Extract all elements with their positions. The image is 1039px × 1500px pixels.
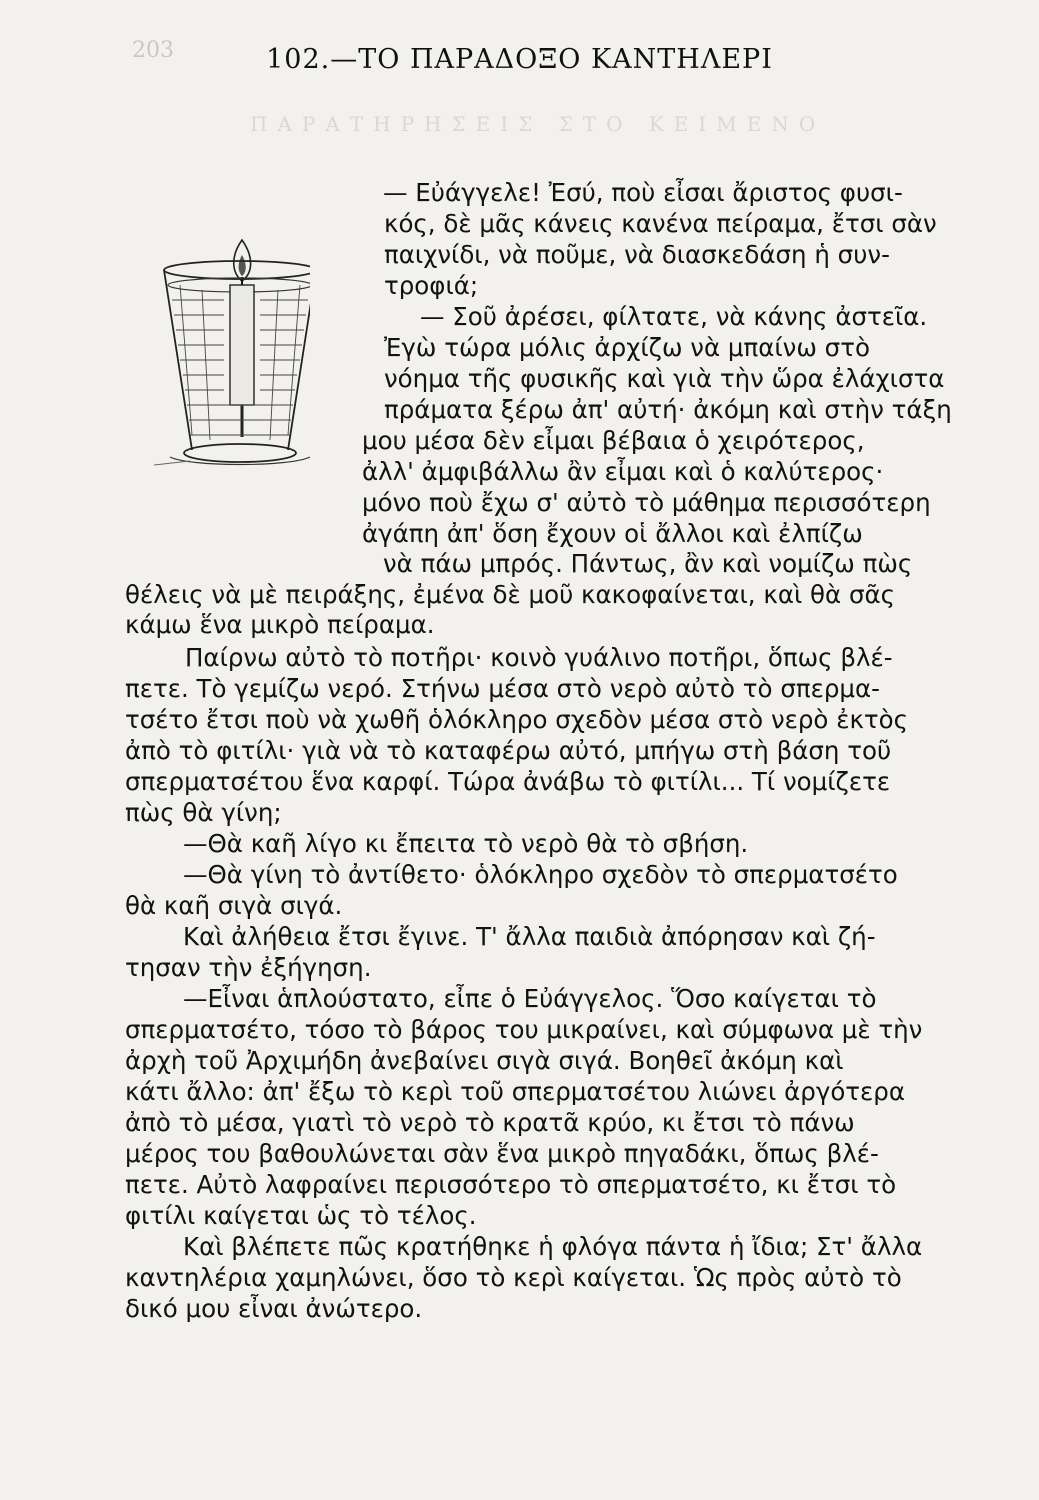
text-line: — Εὐάγγελε! Ἐσύ, ποὺ εἶσαι ἄριστος φυσι- <box>383 178 903 207</box>
text-line: θέλεις νὰ μὲ πειράξης, ἐμένα δὲ μοῦ κακοφαίνεται, καὶ θὰ σᾶς <box>125 580 896 609</box>
text-line: μου μέσα δὲν εἶμαι βέβαια ὁ χειρότερος, <box>362 426 865 455</box>
text-line: πετε. Τὸ γεμίζω νερό. Στήνω μέσα στὸ νερὸ αὐτὸ τὸ σπερμα- <box>125 674 880 703</box>
text-line: παιχνίδι, νὰ ποῦμε, νὰ διασκεδάση ἡ συν- <box>384 240 890 269</box>
text-line: μόνο ποὺ ἔχω σ' αὐτὸ τὸ μάθημα περισσότερη <box>362 488 931 517</box>
text-line: ἀλλ' ἀμφιβάλλω ἂν εἶμαι καὶ ὁ καλύτερος· <box>362 457 884 486</box>
text-line: ἀρχὴ τοῦ Ἀρχιμήδη ἀνεβαίνει σιγὰ σιγά. Βοηθεῖ ἀκόμη καὶ <box>125 1046 844 1075</box>
text-line: σπερματσέτο, τόσο τὸ βάρος του μικραίνει, καὶ σύμφωνα μὲ τὴν <box>125 1015 923 1044</box>
text-line: —Θὰ γίνη τὸ ἀντίθετο· ὁλόκληρο σχεδὸν τὸ σπερματσέτο <box>183 860 898 889</box>
text-line: ἀγάπη ἀπ' ὅση ἔχουν οἱ ἄλλοι καὶ ἐλπίζω <box>362 519 863 548</box>
text-line: Καὶ βλέπετε πῶς κρατήθηκε ἡ φλόγα πάντα ἡ ἴδια; Στ' ἄλλα <box>183 1232 923 1261</box>
text-line: —Θὰ καῆ λίγο κι ἔπειτα τὸ νερὸ θὰ τὸ σβήση. <box>183 829 749 858</box>
text-line: νόημα τῆς φυσικῆς καὶ γιὰ τὴν ὥρα ἐλάχιστα <box>384 364 945 393</box>
text-line: κάμω ἕνα μικρὸ πείραμα. <box>125 610 435 639</box>
candle-in-glass-illustration <box>150 185 310 485</box>
text-line: Παίρνω αὐτὸ τὸ ποτῆρι· κοινὸ γυάλινο ποτῆρι, ὅπως βλέ- <box>185 643 893 672</box>
text-line: μέρος του βαθουλώνεται σὰν ἕνα μικρὸ πηγαδάκι, ὅπως βλέ- <box>125 1139 879 1168</box>
text-line: καντηλέρια χαμηλώνει, ὅσο τὸ κερὶ καίγεται. Ὡς πρὸς αὐτὸ τὸ <box>125 1263 902 1292</box>
page-number: 203 <box>132 38 174 63</box>
text-line: νὰ πάω μπρός. Πάντως, ἂν καὶ νομίζω πὼς <box>383 549 913 578</box>
bleed-through-heading: ΠΑΡΑΤΗΡΗΣΕΙΣ ΣΤΟ ΚΕΙΜΕΝΟ <box>250 112 826 136</box>
text-line: πετε. Αὐτὸ λαφραίνει περισσότερο τὸ σπερματσέτο, κι ἔτσι τὸ <box>125 1170 897 1199</box>
text-line: τροφιά; <box>384 271 479 300</box>
text-line: σπερματσέτου ἕνα καρφί. Τώρα ἀνάβω τὸ φιτίλι... Τί νομίζετε <box>125 767 891 796</box>
text-line: τησαν τὴν ἐξήγηση. <box>125 953 372 982</box>
text-line: κάτι ἄλλο: ἀπ' ἔξω τὸ κερὶ τοῦ σπερματσέτου λιώνει ἀργότερα <box>125 1077 906 1106</box>
text-line: Ἐγὼ τώρα μόλις ἀρχίζω νὰ μπαίνω στὸ <box>384 333 870 362</box>
text-line: πράματα ξέρω ἀπ' αὐτή· ἀκόμη καὶ στὴν τάξη <box>384 395 952 424</box>
text-line: —Εἶναι ἁπλούστατο, εἶπε ὁ Εὐάγγελος. Ὅσο καίγεται τὸ <box>183 984 877 1013</box>
text-line: — Σοῦ ἀρέσει, φίλτατε, νὰ κάνης ἀστεῖα. <box>420 302 928 331</box>
text-line: κός, δὲ μᾶς κάνεις κανένα πείραμα, ἔτσι σὰν <box>384 209 937 238</box>
text-line: ἀπὸ τὸ μέσα, γιατὶ τὸ νερὸ τὸ κρατᾶ κρύο, κι ἔτσι τὸ πάνω <box>125 1108 855 1137</box>
text-line: Καὶ ἀλήθεια ἔτσι ἔγινε. Τ' ἄλλα παιδιὰ ἀπόρησαν καὶ ζή- <box>183 922 876 951</box>
text-line: τσέτο ἔτσι ποὺ νὰ χωθῆ ὁλόκληρο σχεδὸν μέσα στὸ νερὸ ἐκτὸς <box>125 705 909 734</box>
text-line: ἀπὸ τὸ φιτίλι· γιὰ νὰ τὸ καταφέρω αὐτό, μπήγω στὴ βάση τοῦ <box>125 736 892 765</box>
text-line: δικό μου εἶναι ἀνώτερο. <box>125 1294 423 1323</box>
page-title: 102.—ΤΟ ΠΑΡΑΔΟΞΟ ΚΑΝΤΗΛΕΡΙ <box>266 44 773 75</box>
text-line: πὼς θὰ γίνη; <box>125 798 282 827</box>
text-line: θὰ καῆ σιγὰ σιγά. <box>125 891 343 920</box>
text-line: φιτίλι καίγεται ὡς τὸ τέλος. <box>125 1201 477 1230</box>
